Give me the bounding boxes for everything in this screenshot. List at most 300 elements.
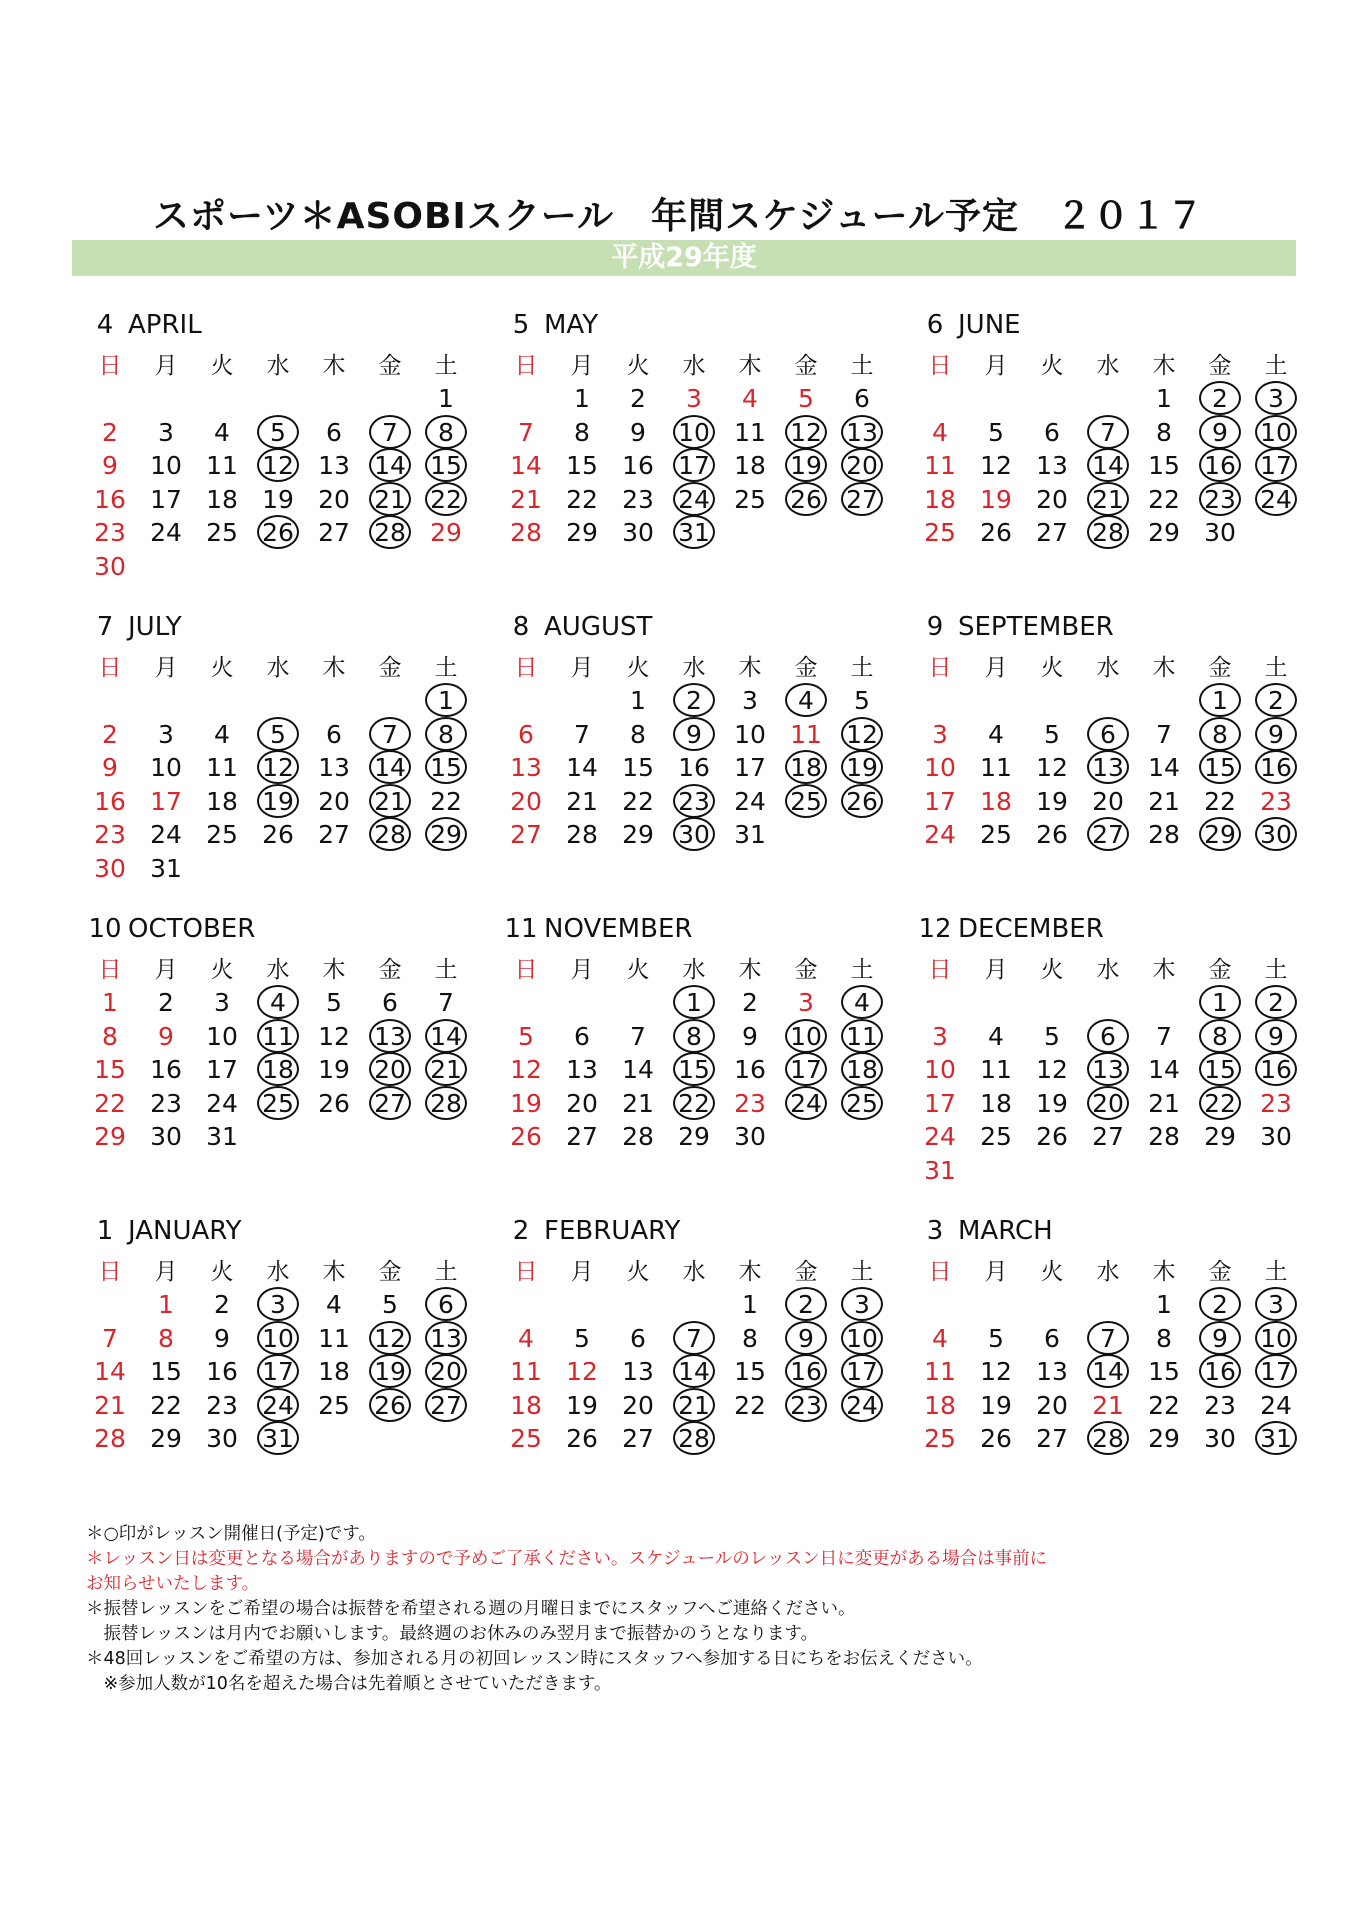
calendar-day: 4 [326, 1290, 342, 1319]
calendar-day: 1 [438, 384, 454, 413]
calendar-day: 30 [94, 551, 126, 581]
weekday-label: 月 [570, 1259, 594, 1285]
lesson-day: 7 [666, 1322, 722, 1355]
lesson-day: 2 [1248, 684, 1304, 717]
lesson-day: 19 [250, 785, 306, 818]
lesson-day: 7 [1080, 1322, 1136, 1355]
lesson-day: 1 [666, 986, 722, 1019]
calendar-day: 29 [1204, 1122, 1236, 1151]
calendar-day: 29 [1148, 518, 1180, 547]
calendar-day: 5 [518, 1021, 534, 1051]
lesson-day: 14 [418, 1020, 474, 1053]
month-number: 6 [926, 310, 944, 340]
lesson-day: 3 [834, 1288, 890, 1321]
month-number: 7 [96, 612, 114, 642]
weekday-label: 日 [928, 1259, 952, 1285]
weekday-label: 木 [738, 957, 762, 983]
calendar-day: 6 [574, 1021, 590, 1051]
lesson-day: 8 [418, 718, 474, 751]
calendar-day: 14 [1148, 753, 1180, 782]
calendar-day: 15 [1148, 451, 1180, 480]
calendar-day: 23 [1204, 1390, 1236, 1420]
calendar-day: 1 [1156, 384, 1172, 413]
weekday-label: 日 [98, 353, 122, 379]
calendar-day: 4 [518, 1323, 534, 1353]
calendar-day: 28 [1148, 820, 1180, 849]
calendar-day: 24 [1260, 1390, 1292, 1420]
calendar-day: 19 [1036, 786, 1068, 816]
weekday-label: 金 [1208, 957, 1232, 983]
weekday-label: 土 [434, 957, 458, 983]
lesson-day: 7 [1080, 416, 1136, 449]
calendar-day: 8 [630, 719, 646, 749]
lesson-day: 5 [250, 416, 306, 449]
month-number: 8 [512, 612, 530, 642]
lesson-day: 4 [778, 684, 834, 717]
calendar-day: 9 [214, 1323, 230, 1353]
lesson-day: 12 [778, 416, 834, 449]
calendar-day: 28 [622, 1122, 654, 1151]
calendar-day: 7 [1156, 1021, 1172, 1051]
weekday-label: 日 [98, 655, 122, 681]
weekday-label: 木 [1152, 353, 1176, 379]
lesson-day: 26 [778, 483, 834, 516]
calendar-day: 18 [924, 484, 956, 514]
weekday-label: 日 [514, 655, 538, 681]
calendar-day: 26 [1036, 1122, 1068, 1151]
month-block [912, 1216, 1292, 1516]
calendar-day: 30 [1204, 1424, 1236, 1453]
calendar-day: 29 [622, 820, 654, 849]
weekday-label: 金 [794, 353, 818, 379]
weekday-label: 月 [984, 957, 1008, 983]
weekday-label: 火 [210, 957, 234, 983]
calendar-day: 20 [566, 1088, 598, 1118]
calendar-day: 29 [94, 1122, 126, 1151]
calendar-day: 3 [798, 988, 814, 1017]
calendar-day: 25 [980, 820, 1012, 849]
lesson-day: 21 [1080, 483, 1136, 516]
calendar-day: 31 [206, 1122, 238, 1151]
calendar-day: 5 [1044, 1021, 1060, 1051]
calendar-day: 17 [150, 484, 182, 514]
month-name: APRIL [128, 310, 202, 340]
month-header [912, 612, 1114, 642]
lesson-day: 4 [834, 986, 890, 1019]
lesson-day: 19 [834, 751, 890, 784]
calendar-day: 10 [150, 753, 182, 782]
calendar-day: 31 [924, 1155, 956, 1185]
calendar-day: 16 [150, 1055, 182, 1084]
calendar-day: 30 [622, 518, 654, 547]
calendar-day: 19 [318, 1055, 350, 1084]
calendar-day: 20 [1036, 484, 1068, 514]
month-number: 4 [96, 310, 114, 340]
calendar-day: 23 [1260, 786, 1292, 816]
month-block [498, 914, 878, 1214]
lesson-day: 10 [834, 1322, 890, 1355]
weekday-label: 土 [850, 353, 874, 379]
calendar-day: 2 [214, 1290, 230, 1319]
lesson-day: 28 [666, 1422, 722, 1455]
weekday-label: 水 [266, 655, 290, 681]
month-name: MAY [544, 310, 599, 340]
calendar-day: 11 [318, 1323, 350, 1353]
calendar-day: 10 [206, 1021, 238, 1051]
weekday-label: 火 [626, 353, 650, 379]
calendar-day: 14 [1148, 1055, 1180, 1084]
weekday-label: 日 [514, 353, 538, 379]
lesson-day: 7 [362, 718, 418, 751]
calendar-day: 27 [566, 1122, 598, 1151]
lesson-day: 24 [666, 483, 722, 516]
weekday-label: 金 [1208, 1259, 1232, 1285]
calendar-day: 21 [622, 1088, 654, 1118]
month-name: DECEMBER [958, 914, 1104, 944]
weekday-label: 土 [1264, 957, 1288, 983]
lesson-day: 8 [418, 416, 474, 449]
weekday-label: 木 [322, 353, 346, 379]
weekday-label: 木 [738, 353, 762, 379]
lesson-day: 10 [1248, 416, 1304, 449]
month-block [82, 1216, 462, 1516]
calendar-day: 16 [734, 1055, 766, 1084]
calendar-day: 24 [150, 518, 182, 547]
calendar-day: 16 [206, 1357, 238, 1386]
calendar-day: 3 [932, 1021, 948, 1051]
notes [86, 1522, 1286, 1697]
month-name: JULY [128, 612, 182, 642]
calendar-day: 10 [924, 1055, 956, 1084]
lesson-day: 26 [362, 1389, 418, 1422]
calendar-day: 23 [206, 1390, 238, 1420]
lesson-day: 23 [778, 1389, 834, 1422]
weekday-label: 日 [514, 1259, 538, 1285]
calendar-day: 19 [980, 484, 1012, 514]
calendar-day: 29 [150, 1424, 182, 1453]
lesson-day: 3 [1248, 1288, 1304, 1321]
calendar-day: 25 [206, 518, 238, 547]
calendar-day: 16 [622, 451, 654, 480]
weekday-label: 水 [1096, 353, 1120, 379]
lesson-day: 14 [1080, 449, 1136, 482]
lesson-day: 11 [250, 1020, 306, 1053]
calendar-day: 20 [318, 484, 350, 514]
calendar-day: 22 [566, 484, 598, 514]
lesson-day: 1 [1192, 684, 1248, 717]
month-block [498, 1216, 878, 1516]
weekday-label: 金 [378, 957, 402, 983]
calendar-day: 11 [980, 1055, 1012, 1084]
calendar-day: 13 [1036, 1357, 1068, 1386]
weekday-label: 水 [1096, 957, 1120, 983]
lesson-day: 21 [666, 1389, 722, 1422]
calendar-day: 6 [326, 719, 342, 749]
calendar-day: 4 [988, 719, 1004, 749]
month-number: 10 [88, 914, 122, 944]
calendar-day: 27 [1092, 1122, 1124, 1151]
lesson-day: 15 [666, 1053, 722, 1086]
calendar-day: 5 [988, 1323, 1004, 1353]
lesson-day: 28 [362, 818, 418, 851]
calendar-day: 15 [1148, 1357, 1180, 1386]
calendar-day: 26 [318, 1088, 350, 1118]
calendar-day: 4 [988, 1021, 1004, 1051]
calendar-day: 15 [150, 1357, 182, 1386]
calendar-day: 6 [854, 384, 870, 413]
calendar-day: 24 [924, 1122, 956, 1151]
lesson-day: 2 [1192, 1288, 1248, 1321]
calendar-day: 20 [318, 786, 350, 816]
calendar-day: 13 [318, 753, 350, 782]
calendar-day: 5 [574, 1323, 590, 1353]
calendar-day: 23 [94, 518, 126, 547]
weekday-label: 月 [984, 353, 1008, 379]
calendar-day: 11 [924, 1357, 956, 1386]
lesson-day: 15 [418, 751, 474, 784]
lesson-day: 16 [1192, 449, 1248, 482]
weekday-label: 月 [154, 353, 178, 379]
lesson-day: 9 [666, 718, 722, 751]
lesson-day: 10 [1248, 1322, 1304, 1355]
calendar-day: 7 [438, 988, 454, 1017]
weekday-label: 月 [570, 655, 594, 681]
lesson-day: 2 [778, 1288, 834, 1321]
calendar-day: 21 [510, 484, 542, 514]
weekday-label: 水 [682, 1259, 706, 1285]
calendar-day: 21 [94, 1390, 126, 1420]
weekday-label: 火 [210, 353, 234, 379]
lesson-day: 17 [250, 1355, 306, 1388]
calendar-day: 26 [1036, 820, 1068, 849]
calendar-day: 18 [980, 1088, 1012, 1118]
calendar-day: 18 [980, 786, 1012, 816]
month-name: FEBRUARY [544, 1216, 681, 1246]
calendar-day: 31 [150, 853, 182, 883]
lesson-day: 28 [1080, 1422, 1136, 1455]
calendar-day: 26 [510, 1122, 542, 1151]
lesson-day: 20 [418, 1355, 474, 1388]
calendar-day: 16 [94, 484, 126, 514]
calendar-day: 2 [742, 988, 758, 1017]
weekday-label: 金 [378, 353, 402, 379]
month-header [498, 1216, 680, 1246]
lesson-day: 8 [1192, 718, 1248, 751]
calendar-day: 28 [510, 518, 542, 547]
weekday-label: 火 [626, 957, 650, 983]
calendar-day: 1 [1156, 1290, 1172, 1319]
weekday-label: 月 [154, 655, 178, 681]
calendar-day: 3 [158, 417, 174, 447]
calendar-day: 24 [206, 1088, 238, 1118]
calendar-day: 6 [630, 1323, 646, 1353]
calendar-day: 2 [630, 384, 646, 413]
weekday-label: 土 [434, 655, 458, 681]
calendar-day: 17 [734, 753, 766, 782]
calendar-day: 21 [566, 786, 598, 816]
calendar-day: 2 [102, 719, 118, 749]
lesson-day: 31 [250, 1422, 306, 1455]
weekday-label: 月 [984, 1259, 1008, 1285]
calendar-day: 4 [214, 417, 230, 447]
calendar-day: 21 [1092, 1390, 1124, 1420]
calendar-day: 8 [742, 1323, 758, 1353]
calendar-day: 8 [1156, 1323, 1172, 1353]
lesson-day: 31 [1248, 1422, 1304, 1455]
month-block [82, 310, 462, 610]
calendar-day: 23 [150, 1088, 182, 1118]
weekday-label: 水 [266, 957, 290, 983]
calendar-day: 27 [318, 820, 350, 849]
calendar-day: 29 [566, 518, 598, 547]
lesson-day: 3 [250, 1288, 306, 1321]
month-name: NOVEMBER [544, 914, 693, 944]
weekday-label: 月 [984, 655, 1008, 681]
calendar-day: 22 [150, 1390, 182, 1420]
calendar-day: 10 [924, 753, 956, 782]
weekday-label: 金 [794, 655, 818, 681]
calendar-day: 21 [1148, 786, 1180, 816]
lesson-day: 26 [250, 516, 306, 549]
month-block [82, 612, 462, 912]
calendar-day: 24 [924, 820, 956, 849]
calendar-day: 16 [678, 753, 710, 782]
month-name: AUGUST [544, 612, 653, 642]
calendar-day: 17 [924, 1088, 956, 1118]
lesson-day: 17 [1248, 449, 1304, 482]
lesson-day: 1 [1192, 986, 1248, 1019]
calendar-day: 14 [622, 1055, 654, 1084]
lesson-day: 15 [1192, 751, 1248, 784]
calendar-day: 23 [622, 484, 654, 514]
weekday-label: 日 [928, 353, 952, 379]
subtitle-band [72, 240, 1296, 276]
calendar-day: 22 [1148, 1390, 1180, 1420]
lesson-day: 26 [834, 785, 890, 818]
weekday-label: 火 [626, 1259, 650, 1285]
weekday-label: 金 [378, 1259, 402, 1285]
calendar-day: 11 [206, 451, 238, 480]
weekday-label: 水 [682, 655, 706, 681]
note-line: 振替レッスンは月内でお願いします。最終週のお休みのみ翌月まで振替かのうとなります。 [86, 1624, 819, 1644]
calendar-day: 22 [622, 786, 654, 816]
month-name: OCTOBER [128, 914, 256, 944]
calendar-day: 13 [1036, 451, 1068, 480]
calendar-day: 23 [734, 1088, 766, 1118]
calendar-day: 5 [854, 686, 870, 715]
calendar-day: 29 [678, 1122, 710, 1151]
calendar-day: 6 [1044, 417, 1060, 447]
calendar-day: 29 [430, 518, 462, 547]
calendar-day: 4 [932, 1323, 948, 1353]
lesson-day: 16 [1192, 1355, 1248, 1388]
calendar-day: 1 [574, 384, 590, 413]
month-header [912, 310, 1021, 340]
calendar-day: 28 [94, 1424, 126, 1453]
lesson-day: 13 [1080, 751, 1136, 784]
calendar-day: 12 [510, 1055, 542, 1084]
calendar-day: 5 [382, 1290, 398, 1319]
calendar-day: 6 [326, 417, 342, 447]
calendar-day: 19 [566, 1390, 598, 1420]
lesson-day: 21 [418, 1053, 474, 1086]
calendar-day: 15 [566, 451, 598, 480]
weekday-label: 日 [98, 1259, 122, 1285]
lesson-day: 9 [1192, 416, 1248, 449]
weekday-label: 水 [1096, 655, 1120, 681]
weekday-label: 火 [210, 655, 234, 681]
lesson-day: 28 [418, 1087, 474, 1120]
calendar-day: 25 [924, 518, 956, 547]
lesson-day: 4 [250, 986, 306, 1019]
lesson-day: 10 [666, 416, 722, 449]
calendar-day: 20 [622, 1390, 654, 1420]
calendar-day: 11 [510, 1357, 542, 1386]
lesson-day: 27 [418, 1389, 474, 1422]
month-number: 5 [512, 310, 530, 340]
weekday-label: 火 [1040, 353, 1064, 379]
calendar-day: 7 [102, 1323, 118, 1353]
calendar-day: 27 [510, 820, 542, 849]
lesson-day: 25 [250, 1087, 306, 1120]
month-header [82, 1216, 242, 1246]
lesson-day: 22 [1192, 1087, 1248, 1120]
calendar-day: 30 [734, 1122, 766, 1151]
calendar-day: 9 [158, 1021, 174, 1051]
lesson-day: 2 [666, 684, 722, 717]
lesson-day: 30 [666, 818, 722, 851]
month-number: 11 [504, 914, 538, 944]
calendar-day: 11 [924, 451, 956, 480]
weekday-label: 土 [850, 655, 874, 681]
weekday-label: 金 [1208, 353, 1232, 379]
month-number: 2 [512, 1216, 530, 1246]
calendar-day: 3 [932, 719, 948, 749]
calendar-day: 30 [1260, 1122, 1292, 1151]
month-block [912, 612, 1292, 912]
weekday-label: 金 [378, 655, 402, 681]
month-number: 3 [926, 1216, 944, 1246]
weekday-label: 火 [1040, 957, 1064, 983]
calendar-day: 29 [1148, 1424, 1180, 1453]
calendar-day: 25 [980, 1122, 1012, 1151]
calendar-day: 12 [318, 1021, 350, 1051]
lesson-day: 22 [666, 1087, 722, 1120]
calendar-day: 28 [566, 820, 598, 849]
weekday-label: 木 [738, 655, 762, 681]
weekday-label: 日 [928, 957, 952, 983]
weekday-label: 土 [434, 1259, 458, 1285]
calendar-day: 8 [158, 1323, 174, 1353]
lesson-day: 23 [1192, 483, 1248, 516]
lesson-day: 2 [1248, 986, 1304, 1019]
weekday-label: 木 [322, 655, 346, 681]
lesson-day: 16 [778, 1355, 834, 1388]
lesson-day: 9 [1248, 718, 1304, 751]
weekday-label: 月 [570, 957, 594, 983]
lesson-day: 2 [1192, 382, 1248, 415]
month-number: 1 [96, 1216, 114, 1246]
calendar-day: 11 [206, 753, 238, 782]
month-header [498, 612, 652, 642]
weekday-label: 木 [1152, 957, 1176, 983]
calendar-day: 26 [262, 820, 294, 849]
page-title: スポーツ＊ASOBIスクール 年間スケジュール予定 ２０１７ [153, 196, 1204, 237]
calendar-day: 11 [980, 753, 1012, 782]
calendar-day: 20 [1036, 1390, 1068, 1420]
lesson-day: 12 [834, 718, 890, 751]
calendar-day: 22 [430, 786, 462, 816]
